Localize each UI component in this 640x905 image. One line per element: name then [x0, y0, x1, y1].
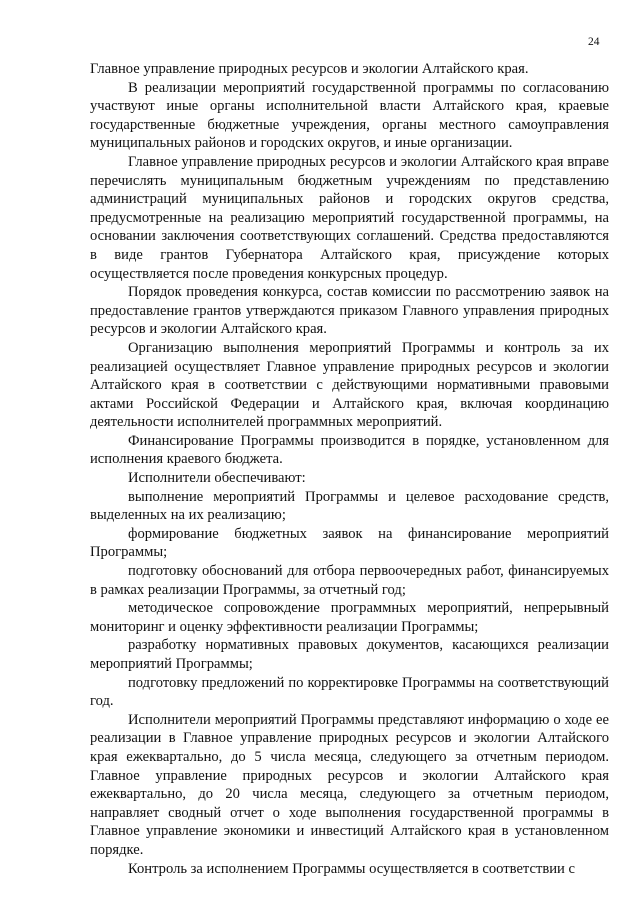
list-item: методическое сопровождение программных мероприятий, непрерывный мониторинг и оценку эффективности реализации Программы; — [90, 600, 609, 635]
paragraph: Организацию выполнения мероприятий Программы и контроль за их реализацией осуществляет Главное управление природных ресурсов и экологии Алтайского края в соответствии с действующими нормативными правовыми актами Российской Федерации и Алтайского края, включая координацию деятельности исполнителей программных мероприятий. — [90, 339, 609, 431]
paragraph: Исполнители обеспечивают: — [128, 470, 306, 487]
paragraph: В реализации мероприятий государственной программы по согласованию участвуют иные органы исполнительной власти Алтайского края, краевые государственные бюджетные учреждения, органы местного самоуправления муниципальных районов и городских округов, и иные организации. — [90, 79, 609, 152]
paragraph: Порядок проведения конкурса, состав комиссии по рассмотрению заявок на предоставление грантов утверждаются приказом Главного управления природных ресурсов и экологии Алтайского края. — [90, 284, 609, 338]
document-body — [90, 60, 609, 878]
paragraph: Контроль за исполнением Программы осуществляется в соответствии с — [128, 860, 575, 877]
list-item: выполнение мероприятий Программы и целевое расходование средств, выделенных на их реализацию; — [90, 488, 609, 524]
list-item: подготовку предложений по корректировке Программы на соответствующий год. — [90, 674, 609, 710]
paragraph: Главное управление природных ресурсов и экологии Алтайского края вправе перечислять муниципальным бюджетным учреждениям по представлению администраций муниципальных районов и городских округов средства, предусмотренные на реализацию мероприятий государственной программы, на основании заключения соответствующих соглашений. Средства предоставляются в виде грантов Губернатора Алтайского края, присуждение которых осуществляется после проведения конкурсных процедур. — [90, 153, 609, 282]
list-item: формирование бюджетных заявок на финансирование мероприятий Программы; — [90, 525, 609, 561]
paragraph: Главное управление природных ресурсов и экологии Алтайского края. — [90, 61, 529, 77]
list-item: подготовку обоснований для отбора первоочередных работ, финансируемых в рамках реализации Программы, за отчетный год; — [90, 563, 609, 598]
page-number: 24 — [588, 36, 600, 48]
list-item: разработку нормативных правовых документов, касающихся реализации мероприятий Программы; — [90, 637, 609, 672]
paragraph: Финансирование Программы производится в порядке, установленном для исполнения краевого бюджета. — [90, 432, 609, 468]
paragraph: Исполнители мероприятий Программы представляют информацию о ходе ее реализации в Главное управление природных ресурсов и экологии Алтайского края ежеквартально, до 5 числа месяца, следующего за отчетным периодом. Главное управление природных ресурсов и экологии Алтайского края ежеквартально, до 20 числа месяца, следующего за отчетным периодом, направляет сводный отчет о ходе выполнения государственной программы в Главное управление экономики и инвестиций Алтайского края в установленном порядке. — [90, 711, 609, 858]
